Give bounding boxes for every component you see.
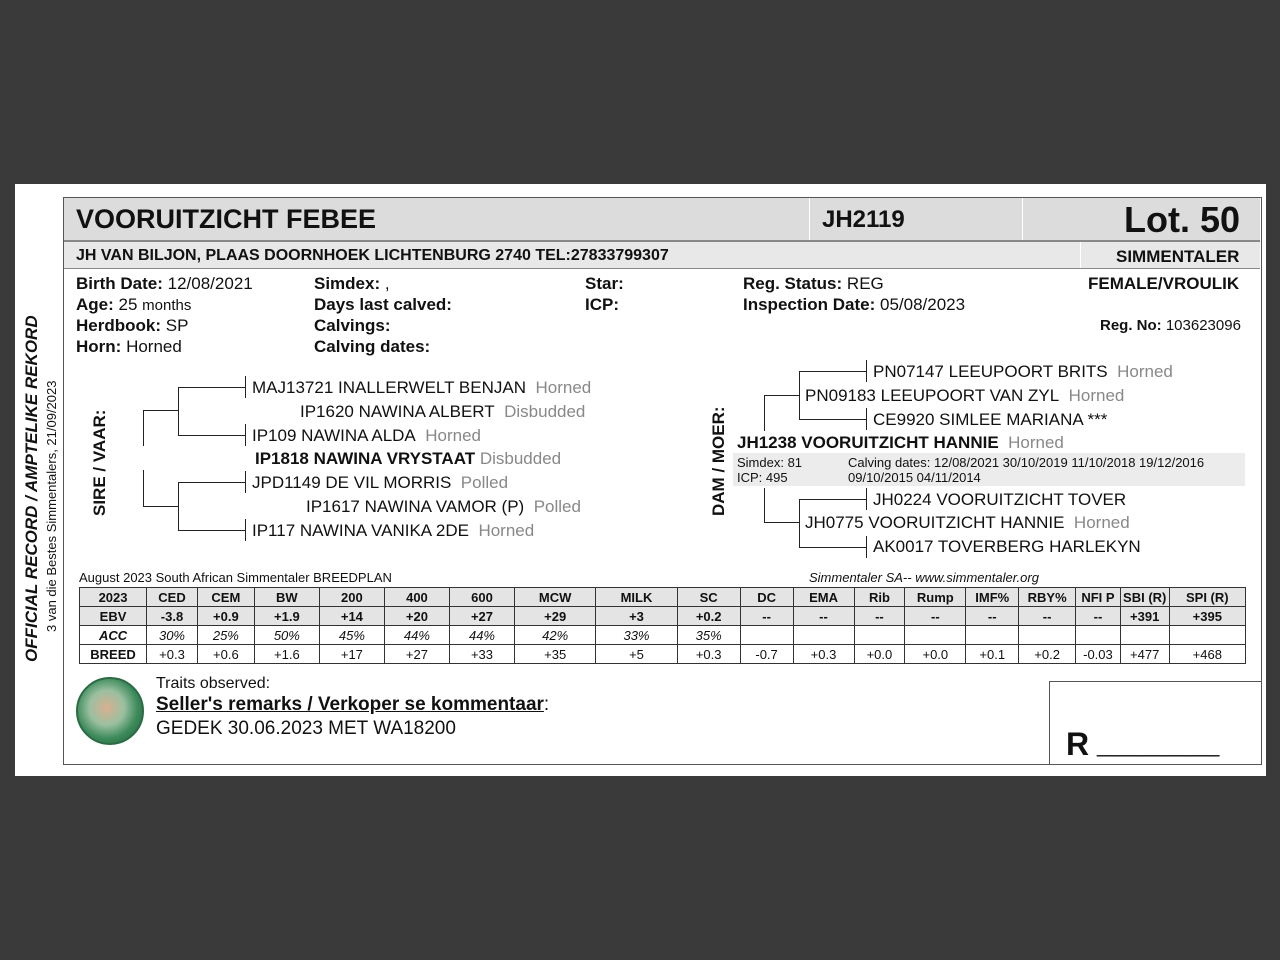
table-cell: MILK bbox=[596, 588, 677, 607]
table-cell: CED bbox=[147, 588, 198, 607]
table-cell: CEM bbox=[197, 588, 254, 607]
star: Star: bbox=[585, 274, 624, 293]
dam-label: DAM / MOER: bbox=[709, 406, 728, 516]
table-cell: +35 bbox=[515, 645, 596, 664]
sire-dam-name: IP1617 NAWINA VAMOR (P) Polled bbox=[306, 497, 581, 516]
table-cell: +27 bbox=[449, 607, 514, 626]
table-cell bbox=[1120, 626, 1169, 645]
table-cell: 44% bbox=[384, 626, 449, 645]
dam-calving-dates: Calving dates: 12/08/2021 30/10/2019 11/10/2018 19/12/2016 bbox=[848, 455, 1205, 470]
animal-name: VOORUITZICHT FEBEE bbox=[76, 204, 377, 234]
table-cell: +0.0 bbox=[854, 645, 905, 664]
table-cell: +0.9 bbox=[197, 607, 254, 626]
table-cell: 44% bbox=[449, 626, 514, 645]
row-label-cell: BREED bbox=[80, 645, 147, 664]
row-label-cell: EBV bbox=[80, 607, 147, 626]
dam-calving-dates-2: 09/10/2015 04/11/2014 bbox=[848, 470, 981, 485]
calving-dates: Calving dates: bbox=[314, 337, 431, 356]
dam-main: JH1238 VOORUITZICHT HANNIE Horned bbox=[737, 433, 1064, 452]
table-cell: +1.9 bbox=[254, 607, 319, 626]
simdex: Simdex: , bbox=[314, 274, 390, 293]
price-label: R bbox=[1066, 726, 1090, 762]
table-cell: +1.6 bbox=[254, 645, 319, 664]
inspection-date: Inspection Date: 05/08/2023 bbox=[743, 295, 966, 314]
sex: FEMALE/VROULIK bbox=[1088, 274, 1240, 293]
table-cell: DC bbox=[740, 588, 793, 607]
reg-number: Reg. No: 103623096 bbox=[1100, 317, 1241, 334]
table-cell bbox=[793, 626, 854, 645]
table-cell: +0.2 bbox=[677, 607, 740, 626]
table-cell: +5 bbox=[596, 645, 677, 664]
table-cell: -- bbox=[905, 607, 966, 626]
table-cell: +468 bbox=[1169, 645, 1245, 664]
owner-info: JH VAN BILJON, PLAAS DOORNHOEK LICHTENBURG 2740 TEL:27833799307 bbox=[76, 247, 669, 264]
sale-name-label: 3 van die Bestes Simmentalers, 21/09/2023 bbox=[44, 380, 59, 632]
table-row bbox=[80, 607, 1246, 626]
table-cell: +477 bbox=[1120, 645, 1169, 664]
table-cell: SC bbox=[677, 588, 740, 607]
animal-id: JH2119 bbox=[822, 206, 905, 233]
table-cell: +0.3 bbox=[147, 645, 198, 664]
table-cell: Rump bbox=[905, 588, 966, 607]
sire-dam-dam: IP117 NAWINA VANIKA 2DE Horned bbox=[252, 521, 535, 540]
table-cell: +0.2 bbox=[1019, 645, 1076, 664]
table-cell: 200 bbox=[319, 588, 384, 607]
table-cell: +0.0 bbox=[905, 645, 966, 664]
horn-status: Horn: Horned bbox=[76, 337, 182, 356]
table-row bbox=[80, 645, 1246, 664]
dam-sire: PN09183 LEEUPOORT VAN ZYL Horned bbox=[805, 386, 1125, 405]
table-cell: +33 bbox=[449, 645, 514, 664]
table-cell bbox=[966, 626, 1019, 645]
row-label-cell: ACC bbox=[80, 626, 147, 645]
table-cell: IMF% bbox=[966, 588, 1019, 607]
table-cell: SBI (R) bbox=[1120, 588, 1169, 607]
age: Age: 25 months bbox=[76, 295, 192, 314]
breedplan-title: August 2023 South African Simmentaler BREEDPLAN bbox=[79, 570, 392, 585]
breed-label: SIMMENTALER bbox=[1116, 247, 1240, 266]
table-cell: BW bbox=[254, 588, 319, 607]
table-cell: -0.7 bbox=[740, 645, 793, 664]
seller-remarks-text: GEDEK 30.06.2023 MET WA18200 bbox=[156, 718, 456, 739]
table-cell: +0.1 bbox=[966, 645, 1019, 664]
icp: ICP: bbox=[585, 295, 619, 314]
table-cell: 42% bbox=[515, 626, 596, 645]
table-cell: -- bbox=[966, 607, 1019, 626]
reg-status: Reg. Status: REG bbox=[743, 274, 884, 293]
breedplan-table bbox=[79, 587, 1246, 664]
table-cell: 30% bbox=[147, 626, 198, 645]
table-cell: +3 bbox=[596, 607, 677, 626]
table-cell: +17 bbox=[319, 645, 384, 664]
table-cell: +14 bbox=[319, 607, 384, 626]
table-cell: -3.8 bbox=[147, 607, 198, 626]
dam-icp: ICP: 495 bbox=[737, 470, 788, 485]
table-cell bbox=[740, 626, 793, 645]
table-cell bbox=[1076, 626, 1121, 645]
dam-simdex: Simdex: 81 bbox=[737, 455, 803, 470]
sire-dam-sire: JPD1149 DE VIL MORRIS Polled bbox=[252, 473, 509, 492]
table-cell bbox=[854, 626, 905, 645]
table-cell: +395 bbox=[1169, 607, 1245, 626]
table-cell: -- bbox=[854, 607, 905, 626]
table-cell: -- bbox=[740, 607, 793, 626]
table-cell: 33% bbox=[596, 626, 677, 645]
dam-dam-sire: JH0224 VOORUITZICHT TOVER bbox=[873, 490, 1127, 509]
table-cell: MCW bbox=[515, 588, 596, 607]
table-cell: EMA bbox=[793, 588, 854, 607]
table-cell: +0.3 bbox=[793, 645, 854, 664]
table-cell: +29 bbox=[515, 607, 596, 626]
sire-dam: IP109 NAWINA ALDA Horned bbox=[252, 426, 481, 445]
dam-sire-dam: CE9920 SIMLEE MARIANA *** bbox=[873, 410, 1108, 429]
breedplan-website: Simmentaler SA-- www.simmentaler.org bbox=[809, 570, 1039, 585]
table-cell: NFI P bbox=[1076, 588, 1121, 607]
sire-sire: MAJ13721 INALLERWELT BENJAN Horned bbox=[252, 378, 592, 397]
row-label-cell: 2023 bbox=[80, 588, 147, 607]
lot-number: Lot. 50 bbox=[1124, 199, 1241, 240]
table-header-row bbox=[80, 588, 1246, 607]
table-cell: -- bbox=[1019, 607, 1076, 626]
table-cell: SPI (R) bbox=[1169, 588, 1245, 607]
calvings: Calvings: bbox=[314, 316, 391, 335]
days-last-calved: Days last calved: bbox=[314, 295, 452, 314]
table-cell: 25% bbox=[197, 626, 254, 645]
birth-date: Birth Date: 12/08/2021 bbox=[76, 274, 253, 293]
table-cell: 50% bbox=[254, 626, 319, 645]
seller-remarks-heading: Seller's remarks / Verkoper se kommentaar: bbox=[156, 694, 550, 715]
table-cell: +27 bbox=[384, 645, 449, 664]
table-cell: +20 bbox=[384, 607, 449, 626]
table-cell: Rib bbox=[854, 588, 905, 607]
table-cell: -- bbox=[793, 607, 854, 626]
dam-sire-sire: PN07147 LEEUPOORT BRITS Horned bbox=[873, 362, 1173, 381]
sire-name: IP1620 NAWINA ALBERT Disbudded bbox=[300, 402, 586, 421]
table-cell: 45% bbox=[319, 626, 384, 645]
table-cell: +0.3 bbox=[677, 645, 740, 664]
table-cell: 600 bbox=[449, 588, 514, 607]
dam-dam: JH0775 VOORUITZICHT HANNIE Horned bbox=[805, 513, 1130, 532]
herdbook: Herdbook: SP bbox=[76, 316, 189, 335]
table-cell: -0.03 bbox=[1076, 645, 1121, 664]
simmentaler-logo bbox=[76, 677, 144, 745]
dam-dam-dam: AK0017 TOVERBERG HARLEKYN bbox=[873, 537, 1141, 556]
table-cell bbox=[1169, 626, 1245, 645]
table-cell: 35% bbox=[677, 626, 740, 645]
table-cell: 400 bbox=[384, 588, 449, 607]
table-cell: -- bbox=[1076, 607, 1121, 626]
table-cell: +0.6 bbox=[197, 645, 254, 664]
table-cell bbox=[905, 626, 966, 645]
sire-label: SIRE / VAAR: bbox=[90, 409, 109, 516]
price-blank[interactable]: __________ bbox=[1097, 732, 1220, 757]
traits-observed: Traits observed: bbox=[156, 675, 271, 692]
table-cell: RBY% bbox=[1019, 588, 1076, 607]
sire-main: IP1818 NAWINA VRYSTAAT Disbudded bbox=[255, 449, 562, 468]
official-record-label: OFFICIAL RECORD / AMPTELIKE REKORD bbox=[22, 315, 41, 662]
table-row bbox=[80, 626, 1246, 645]
table-cell bbox=[1019, 626, 1076, 645]
table-cell: +391 bbox=[1120, 607, 1169, 626]
